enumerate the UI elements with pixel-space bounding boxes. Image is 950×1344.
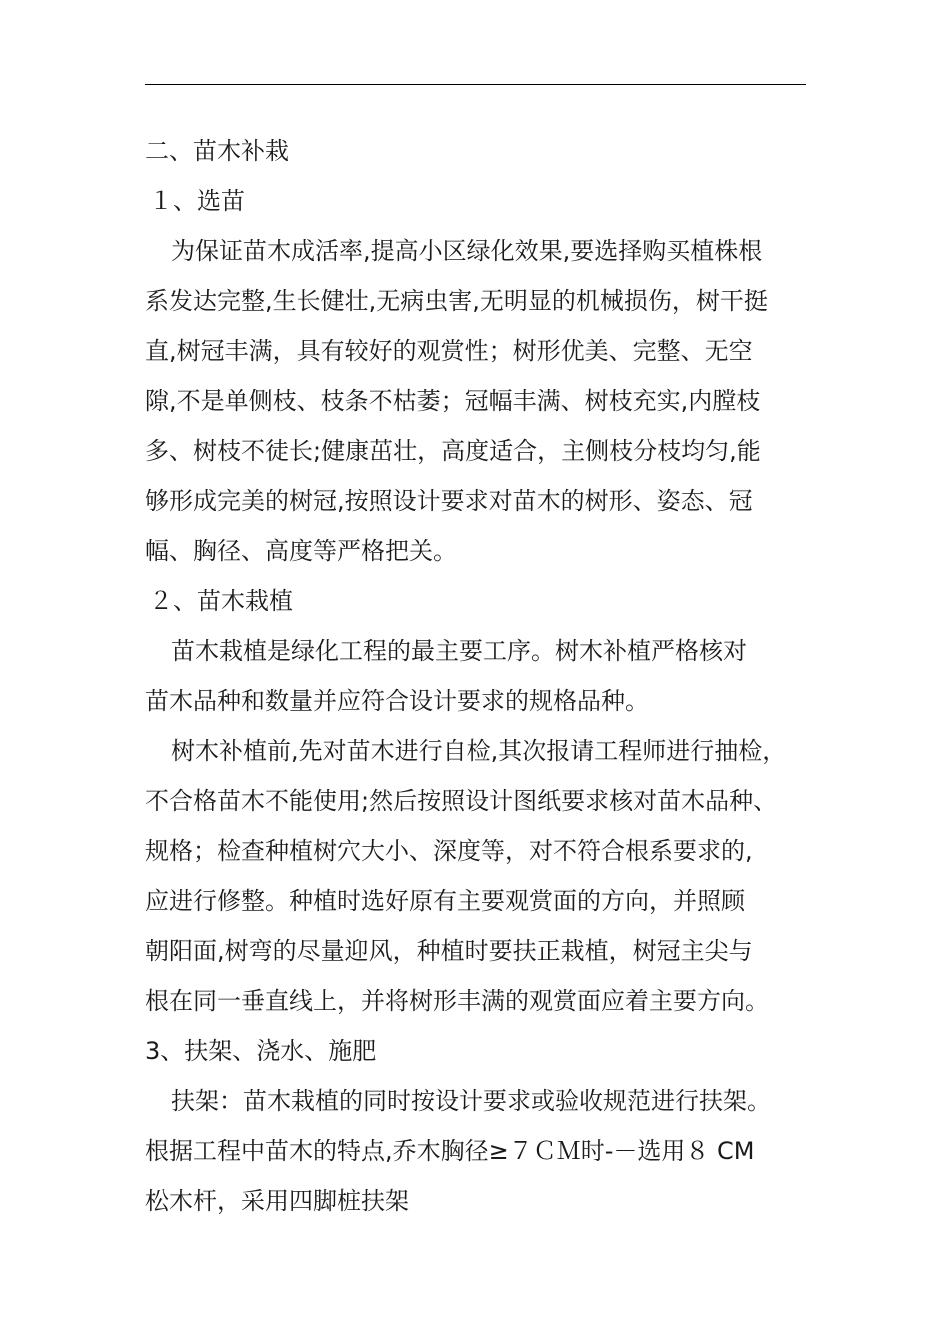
paragraph-line: 松木杆，采用四脚桩扶架 (145, 1187, 409, 1215)
subsection-heading: １、选苗 (149, 187, 245, 215)
subsection-heading: ２、苗木栽植 (149, 587, 293, 615)
paragraph-line: 不合格苗木不能使用;然后按照设计图纸要求核对苗木品种、 (145, 787, 778, 815)
paragraph-line: 应进行修整。种植时选好原有主要观赏面的方向，并照顾 (145, 887, 745, 915)
paragraph-line: 扶架：苗木栽植的同时按设计要求或验收规范进行扶架。 (171, 1087, 771, 1115)
paragraph-line: 苗木栽植是绿化工程的最主要工序。树木补植严格核对 (171, 637, 747, 665)
paragraph-line: 系发达完整,生长健壮,无病虫害,无明显的机械损伤，树干挺 (145, 287, 768, 315)
paragraph-line: 为保证苗木成活率,提高小区绿化效果,要选择购买植株根 (171, 237, 763, 265)
paragraph-line: 根据工程中苗木的特点,乔木胸径≥７ＣＭ时-－选用８ CM (145, 1137, 755, 1165)
section-heading: 二、苗木补栽 (145, 137, 289, 165)
paragraph-line: 够形成完美的树冠,按照设计要求对苗木的树形、姿态、冠 (145, 487, 753, 515)
document-body (145, 126, 813, 1226)
paragraph-line: 规格；检查种植树穴大小、深度等，对不符合根系要求的, (145, 837, 753, 865)
paragraph-line: 苗木品种和数量并应符合设计要求的规格品种。 (145, 687, 649, 715)
paragraph-line: 幅、胸径、高度等严格把关。 (145, 537, 457, 565)
paragraph-line: 根在同一垂直线上，并将树形丰满的观赏面应着主要方向。 (145, 987, 769, 1015)
paragraph-line: 直,树冠丰满，具有较好的观赏性；树形优美、完整、无空 (145, 337, 753, 365)
paragraph-line: 朝阳面,树弯的尽量迎风，种植时要扶正栽植，树冠主尖与 (145, 937, 753, 965)
paragraph-line: 多、树枝不徒长;健康茁壮，高度适合，主侧枝分枝均匀,能 (145, 437, 761, 465)
header-rule (145, 84, 806, 85)
paragraph-line: 隙,不是单侧枝、枝条不枯萎；冠幅丰满、树枝充实,内膛枝 (145, 387, 761, 415)
paragraph-line: 树木补植前,先对苗木进行自检,其次报请工程师进行抽检， (171, 737, 787, 765)
section-heading: 3、扶架、浇水、施肥 (145, 1037, 377, 1065)
